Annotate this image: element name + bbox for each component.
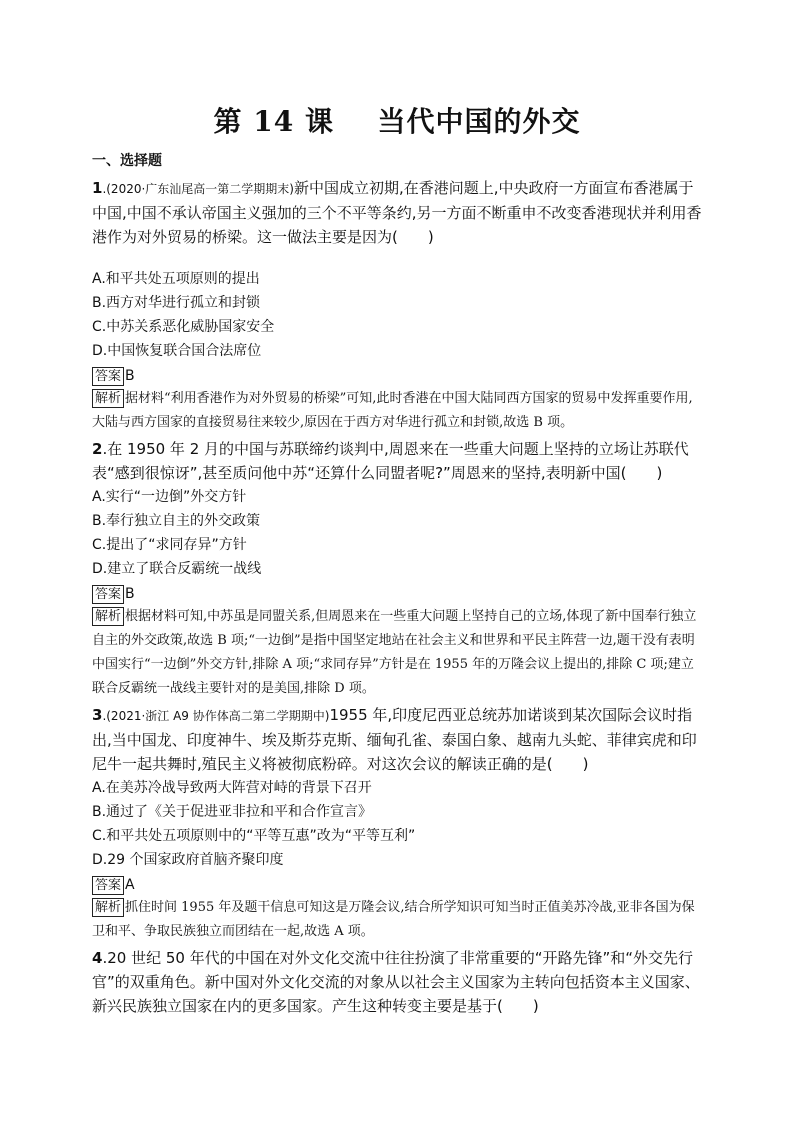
option-a: A.实行“一边倒”外交方针 xyxy=(92,489,247,505)
answer-value: B xyxy=(125,368,135,384)
question-stem xyxy=(92,946,702,1018)
option-c: C.中苏关系恶化威胁国家安全 xyxy=(92,319,275,335)
page-title xyxy=(92,100,702,140)
answer-value: A xyxy=(125,877,135,893)
question-2 xyxy=(92,437,702,701)
question-number: 1 xyxy=(92,179,103,197)
question-source: . xyxy=(102,949,108,967)
question-source: . xyxy=(102,440,108,458)
question-4 xyxy=(92,946,702,1018)
answer-tag: 答案 xyxy=(92,367,124,386)
answer-row xyxy=(92,365,702,387)
option-d: D.29 个国家政府首脑齐聚印度 xyxy=(92,852,284,868)
option-a: A.在美苏冷战导致两大阵营对峙的背景下召开 xyxy=(92,780,372,796)
question-text: 20 世纪 50 年代的中国在对外文化交流中往往扮演了非常重要的“开路先锋”和“外交先行官”的双重角色。新中国对外文化交流的对象从以社会主义国家为主转向包括资本主义国家、新兴民族独立国家在内的更多国家。产生这种转变主要是基于( xyxy=(92,949,700,1015)
option-b: B.通过了《关于促进亚非拉和平和合作宣言》 xyxy=(92,804,373,820)
question-close: ) xyxy=(582,755,589,773)
answer-tag: 答案 xyxy=(92,876,124,895)
option-d: D.建立了联合反霸统一战线 xyxy=(92,561,262,577)
option-b: B.奉行独立自主的外交政策 xyxy=(92,513,261,529)
option-c: C.提出了“求同存异”方针 xyxy=(92,537,247,553)
question-close: ) xyxy=(532,997,539,1015)
question-stem xyxy=(92,437,702,485)
explanation xyxy=(92,896,702,944)
section-heading: 一、选择题 xyxy=(92,153,162,169)
question-1 xyxy=(92,176,702,435)
answer-value: B xyxy=(125,586,135,602)
question-text: 新中国成立初期,在香港问题上,中央政府一方面宣布香港属于中国,中国不承认帝国主义强加的三个不平等条约,另一方面不断重申不改变香港现状并利用香港作为对外贸易的桥梁。这一做法主要是因为( xyxy=(92,179,702,246)
question-number: 2 xyxy=(92,440,103,458)
explain-tag: 解析 xyxy=(92,607,124,626)
question-stem xyxy=(92,703,702,776)
explanation-text: 据材料“利用香港作为对外贸易的桥梁”可知,此时香港在中国大陆同西方国家的贸易中发挥重要作用,大陆与西方国家的直接贸易往来较少,原因在于西方对华进行孤立和封锁,故选 B 项。 xyxy=(92,391,693,430)
question-close: ) xyxy=(656,464,663,482)
explanation-text: 抓住时间 1955 年及题干信息可知这是万隆会议,结合所学知识可知当时正值美苏冷战,亚非各国为保卫和平、争取民族独立而团结在一起,故选 A 项。 xyxy=(92,900,695,939)
spacer xyxy=(92,249,702,267)
question-3 xyxy=(92,703,702,944)
lesson-number: 14 xyxy=(253,105,295,138)
option-d: D.中国恢复联合国合法席位 xyxy=(92,343,262,359)
title-suffix: 课 xyxy=(304,105,334,138)
option-c: C.和平共处五项原则中的“平等互惠”改为“平等互利” xyxy=(92,828,416,844)
option-list xyxy=(92,776,702,872)
option-b: B.西方对华进行孤立和封锁 xyxy=(92,295,261,311)
question-stem xyxy=(92,176,702,249)
explanation xyxy=(92,387,702,435)
question-close: ) xyxy=(427,228,434,246)
option-a: A.和平共处五项原则的提出 xyxy=(92,271,260,287)
answer-row xyxy=(92,874,702,896)
title-prefix: 第 xyxy=(213,105,243,138)
option-list xyxy=(92,485,702,581)
answer-row xyxy=(92,583,702,605)
explanation-text: 根据材料可知,中苏虽是同盟关系,但周恩来在一些重大问题上坚持自己的立场,体现了新中国奉行独立自主的外交政策,故选 B 项;“一边倒”是指中国坚定地站在社会主义和世界和平民主阵营一边,题干没有表明中国实行“一边倒”外交方针,排除 A 项;“求同存异”方针是在 1955 年的万隆会议上提出的,排除 C 项;建立联合反霸统一战线主要针对的是美国,排除 D 项。 xyxy=(92,609,697,696)
question-text: 在 1950 年 2 月的中国与苏联缔约谈判中,周恩来在一些重大问题上坚持的立场让苏联代表“感到很惊讶”,甚至质问他中苏“还算什么同盟者呢?”周恩来的坚持,表明新中国( xyxy=(92,440,689,482)
lesson-topic: 当代中国的外交 xyxy=(377,105,581,138)
option-list xyxy=(92,267,702,363)
question-source: .(2021·浙江 A9 协作体高二第二学期期中) xyxy=(102,709,330,723)
answer-tag: 答案 xyxy=(92,585,124,604)
question-number: 4 xyxy=(92,949,103,967)
explain-tag: 解析 xyxy=(92,898,124,917)
explain-tag: 解析 xyxy=(92,389,124,408)
question-number: 3 xyxy=(92,706,103,724)
explanation xyxy=(92,605,702,701)
question-text: 1955 年,印度尼西亚总统苏加诺谈到某次国际会议时指出,当中国龙、印度神牛、埃及斯芬克斯、缅甸孔雀、泰国白象、越南九头蛇、菲律宾虎和印尼牛一起共舞时,殖民主义将被彻底粉碎。对这次会议的解读正确的是( xyxy=(92,706,697,773)
question-source: .(2020·广东汕尾高一第二学期期末) xyxy=(102,182,294,196)
